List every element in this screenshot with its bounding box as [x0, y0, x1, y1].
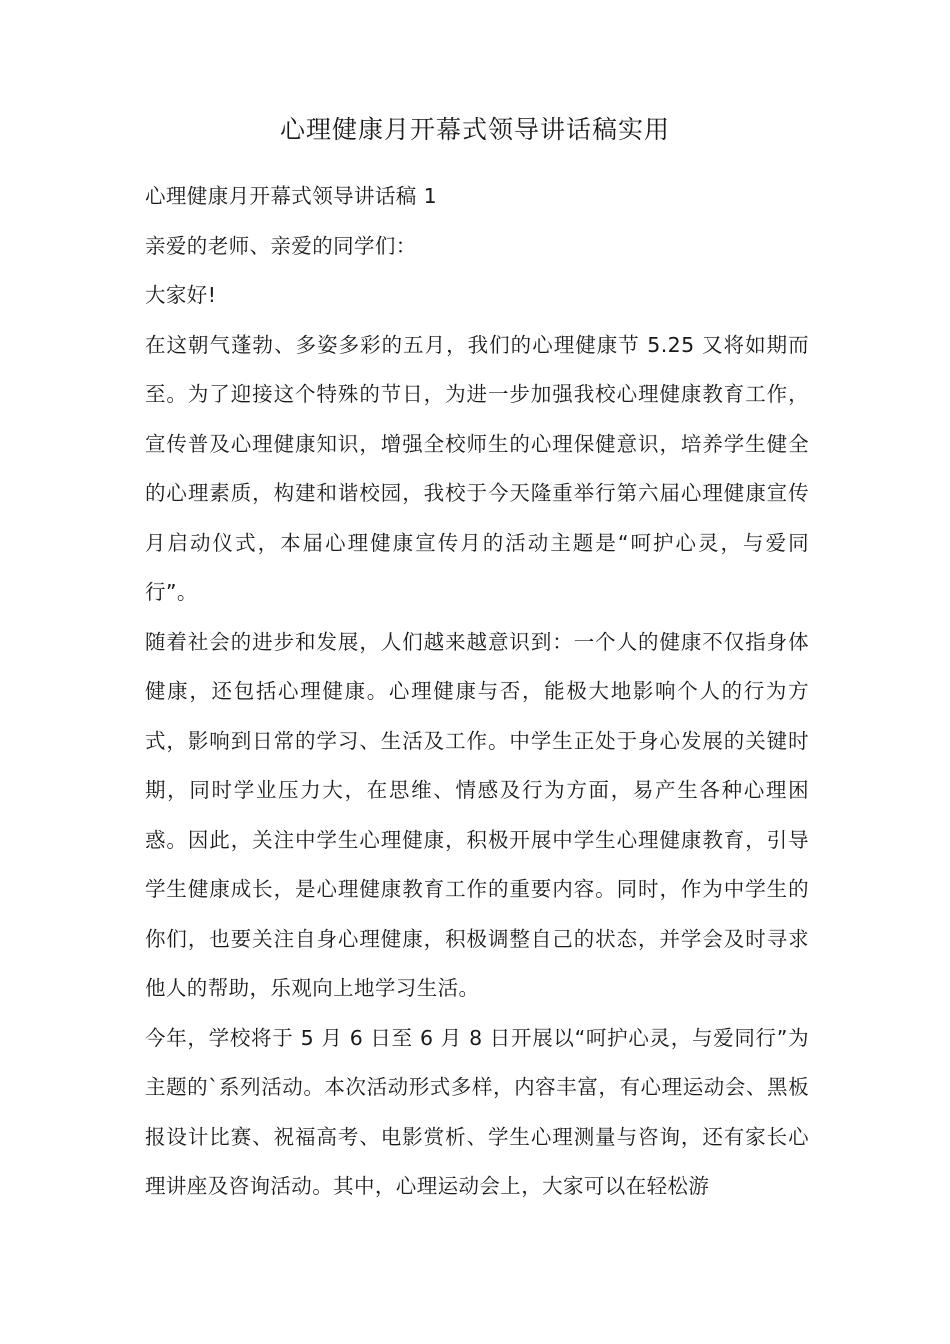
paragraph: 在这朝气蓬勃、多姿多彩的五月，我们的心理健康节 5.25 又将如期而至。为了迎接这个特殊的节日，为进一步加强我校心理健康教育工作，宣传普及心理健康知识，增强全校师生的心理保健意识，培养学生健全的心理素质，构建和谐校园，我校于今天隆重举行第六届心理健康宣传月启动仪式，本届心理健康宣传月的活动主题是“呵护心灵，与爱同行”。	[145, 332, 809, 604]
paragraph: 随着社会的进步和发展，人们越来越意识到：一个人的健康不仅指身体健康，还包括心理健康。心理健康与否，能极大地影响个人的行为方式，影响到日常的学习、生活及工作。中学生正处于身心发展的关键时期，同时学业压力大，在思维、情感及行为方面，易产生各种心理困惑。因此，关注中学生心理健康，积极开展中学生心理健康教育，引导学生健康成长，是心理健康教育工作的重要内容。同时，作为中学生的你们，也要关注自身心理健康，积极调整自己的状态，并学会及时寻求他人的帮助，乐观向上地学习生活。	[145, 629, 809, 1000]
section-heading: 心理健康月开幕式领导讲话稿 1	[145, 184, 438, 208]
greeting: 大家好!	[145, 283, 217, 307]
document-title: 心理健康月开幕式领导讲话稿实用	[279, 115, 670, 144]
salutation: 亲爱的老师、亲爱的同学们：	[145, 233, 417, 258]
document-body	[145, 172, 809, 1212]
paragraph: 今年，学校将于 5 月 6 日至 6 月 8 日开展以“呵护心灵，与爱同行”为主题的`系列活动。本次活动形式多样，内容丰富，有心理运动会、黑板报设计比赛、祝福高考、电影赏析、学生心理测量与咨询，还有家长心理讲座及咨询活动。其中，心理运动会上，大家可以在轻松游	[145, 1025, 809, 1198]
